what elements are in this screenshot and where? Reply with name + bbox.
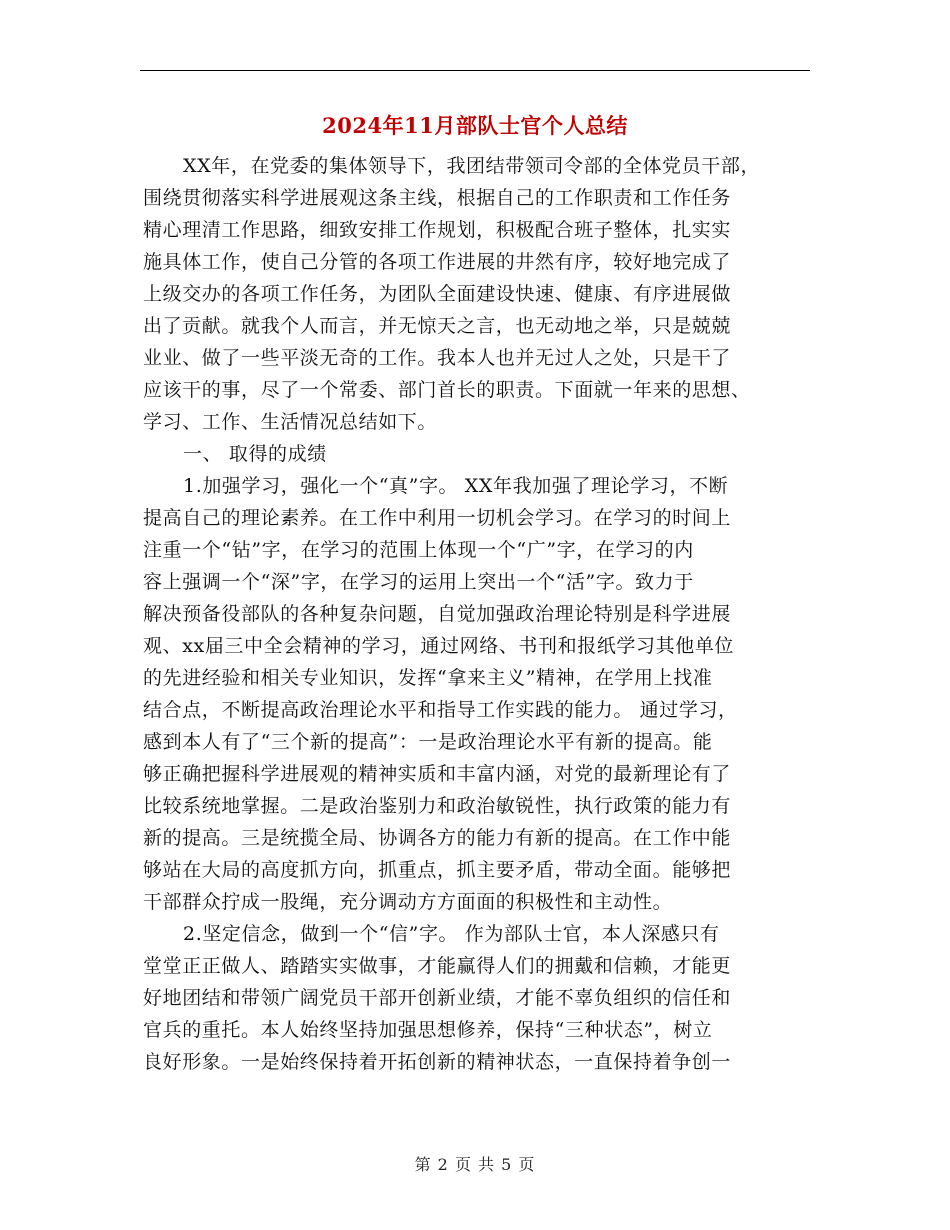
body-line: 围绕贯彻落实科学进展观这条主线，根据自己的工作职责和工作任务: [143, 187, 732, 209]
body-line: 够站在大局的高度抓方向，抓重点，抓主要矛盾，带动全面。能够把: [143, 859, 732, 881]
body-line: 好地团结和带领广阔党员干部开创新业绩，才能不辜负组织的信任和: [143, 987, 732, 1009]
body-line: 业业、做了一些平淡无奇的工作。我本人也并无过人之处，只是干了: [143, 347, 732, 369]
document-body: [143, 150, 810, 1078]
body-line: 够正确把握科学进展观的精神实质和丰富内涵，对党的最新理论有了: [143, 763, 732, 785]
body-line: 精心理清工作思路，细致安排工作规划，积极配合班子整体，扎实实: [143, 219, 732, 241]
body-line: XX年，在党委的集体领导下，我团结带领司令部的全体党员干部，: [183, 155, 761, 177]
body-line: 2.坚定信念，做到一个“信”字。 作为部队士官，本人深感只有: [183, 923, 720, 945]
body-line: 良好形象。一是始终保持着开拓创新的精神状态，一直保持着争创一: [143, 1051, 732, 1073]
body-line: 解决预备役部队的各种复杂问题，自觉加强政治理论特别是科学进展: [143, 603, 732, 625]
body-line: 提高自己的理论素养。在工作中利用一切机会学习。在学习的时间上: [143, 507, 732, 529]
body-line: 出了贡献。就我个人而言，并无惊天之言，也无动地之举，只是兢兢: [143, 315, 732, 337]
body-line: 干部群众拧成一股绳，充分调动方方面面的积极性和主动性。: [143, 891, 673, 913]
body-line: 观、xx届三中全会精神的学习，通过网络、书刊和报纸学习其他单位: [143, 635, 735, 657]
body-line: 学习、工作、生活情况总结如下。: [143, 411, 438, 433]
body-line: 应该干的事，尽了一个常委、部门首长的职责。下面就一年来的思想、: [143, 379, 751, 401]
body-line: 的先进经验和相关专业知识，发挥“拿来主义”精神，在学用上找准: [143, 667, 713, 689]
body-line: 注重一个“钻”字，在学习的范围上体现一个“广”字，在学习的内: [143, 539, 694, 561]
body-line: 感到本人有了“三个新的提高”：一是政治理论水平有新的提高。能: [143, 731, 713, 753]
header-rule: [140, 70, 810, 71]
body-line: 一、 取得的成绩: [183, 443, 327, 465]
body-line: 新的提高。三是统揽全局、协调各方的能力有新的提高。在工作中能: [143, 827, 732, 849]
body-line: 结合点，不断提高政治理论水平和指导工作实践的能力。 通过学习，: [143, 699, 738, 721]
body-line: 比较系统地掌握。二是政治鉴别力和政治敏锐性，执行政策的能力有: [143, 795, 732, 817]
body-line: 官兵的重托。本人始终坚持加强思想修养，保持“三种状态”，树立: [143, 1019, 713, 1041]
body-line: 1.加强学习，强化一个“真”字。 XX年我加强了理论学习，不断: [183, 475, 729, 497]
body-line: 堂堂正正做人、踏踏实实做事，才能赢得人们的拥戴和信赖，才能更: [143, 955, 732, 977]
body-line: 容上强调一个“深”字，在学习的运用上突出一个“活”字。致力于: [143, 571, 694, 593]
page-footer: 第 2 页 共 5 页: [414, 1155, 536, 1174]
body-line: 施具体工作，使自己分管的各项工作进展的井然有序，较好地完成了: [143, 251, 732, 273]
document-title: 2024年11月部队士官个人总结: [322, 113, 628, 138]
body-line: 上级交办的各项工作任务，为团队全面建设快速、健康、有序进展做: [143, 283, 732, 305]
